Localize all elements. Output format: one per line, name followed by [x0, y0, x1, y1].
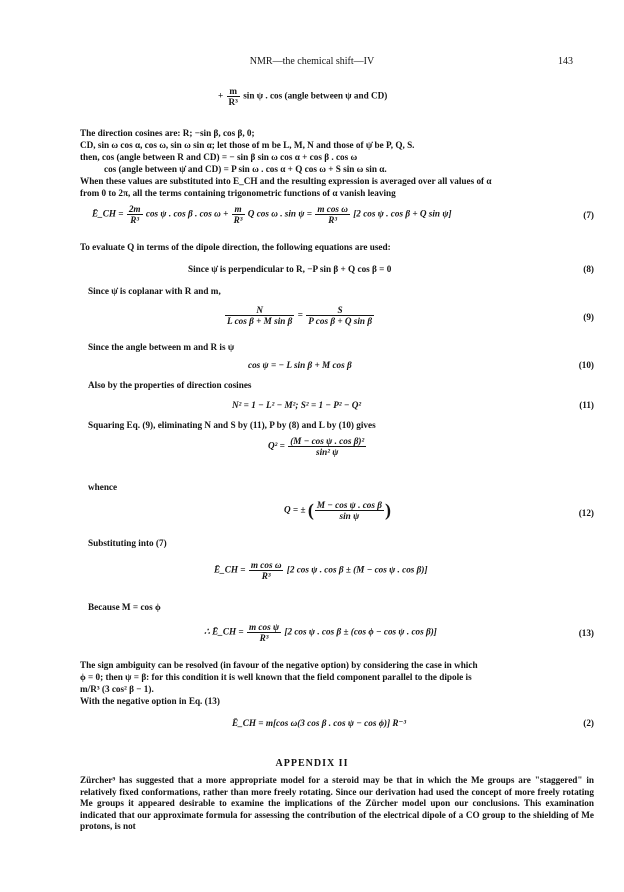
equation-number: (10) — [578, 360, 594, 370]
equation-13: ∴ Ē_CH = $\frac{\text{m cos ψ}}{\text{R³}}$ [2 cos ψ . cos β ± (cos ϕ − cos ψ . cos β)] — [204, 622, 437, 643]
continued-term — [218, 86, 387, 107]
equation-number: (12) — [578, 508, 594, 518]
text-line: Since the angle between m and R is ψ — [88, 342, 235, 352]
equation-number: (11) — [579, 400, 594, 410]
equation-2: Ē_CH = m[cos ω(3 cos β . cos ψ − cos ϕ)] R⁻³ — [232, 718, 407, 728]
text-line: Because M = cos ϕ — [88, 602, 161, 612]
plus-sign: + — [218, 90, 224, 101]
equation-substituted: Ē_CH = $\frac{\text{m cos ω}}{\text{R³}}$ [2 cos ψ . cos β ± (M − cos ψ . cos β)] — [214, 560, 428, 581]
text-line: Squaring Eq. (9), eliminating N and S by (11), P by (8) and L by (10) gives — [88, 420, 376, 430]
equation-number: (7) — [583, 210, 594, 220]
text-line: The direction cosines are: R; −sin β, cos β, 0; — [80, 128, 255, 138]
equation-11: N² = 1 − L² − M²; S² = 1 − P² − Q² — [232, 400, 362, 410]
text-line: The sign ambiguity can be resolved (in favour of the negative option) by considering the case in which — [80, 660, 478, 670]
equation-number: (9) — [583, 312, 594, 322]
left-paren: ( — [307, 500, 314, 520]
text-line: whence — [88, 482, 118, 492]
text-line: When these values are substituted into E_CH and the resulting expression is averaged over all values of α — [80, 176, 492, 186]
text-line: To evaluate Q in terms of the dipole direction, the following equations are used: — [80, 242, 391, 252]
text-line: from 0 to 2π, all the terms containing trigonometric functions of α vanish leaving — [80, 188, 396, 198]
equation-number: (13) — [578, 628, 594, 638]
fraction-m-over-r3: $\frac{m}{\text{R³}}$ — [228, 86, 238, 107]
equation-q-squared: Q² = $\frac{\text{(M − cos ψ . cos β)²}}{\text{sin² ψ}}$ — [268, 436, 365, 457]
text-line: Also by the properties of direction cosines — [88, 380, 252, 390]
equation-12: Q = ± ( $\frac{\text{M − cos ψ . cos β}}{\text{sin ψ}}$ ) — [284, 500, 391, 521]
text-line: Substituting into (7) — [88, 538, 167, 548]
text-line: cos (angle between ψ̇ and CD) = P sin ω . cos α + Q cos ω + S sin ω sin α. — [104, 164, 387, 174]
right-paren: ) — [384, 500, 391, 520]
running-header: NMR—the chemical shift—IV — [249, 56, 375, 67]
appendix-paragraph: Zürcher⁹ has suggested that a more appropriate model for a steroid may be that in which the Me groups are "staggered" in relatively fixed conformations, rather than more freely rotating. Since our derivation had used the concept of more freely rotating Me groups it appeared desirable to examine the implications of the Zürcher model upon our conclusions. This examination indicated that our approximate formula for assessing the contribution of the electrical dipole of a CO group to the shielding of Me protons, is not — [80, 775, 594, 832]
equation-9: $\frac{N}{\text{L cos β + M sin β}}$ = $\frac{S}{\text{P cos β + Q sin β}}$ — [227, 305, 373, 326]
equation-7: Ē_CH = $\frac{2m}{\text{R³}}$ cos ψ . cos β . cos ω + $\frac{m}{\text{R³}}$ Q cos ω . sin ψ = $\frac{\text{m cos ω}}{\text{R³}}$ [2 cos ψ . cos β + Q sin ψ] — [92, 204, 452, 225]
text-line: CD, sin ω cos α, cos ω, sin ω sin α; let those of m be L, M, N and those of ψ̇ be P, Q, S. — [80, 140, 415, 150]
equation-number: (8) — [583, 264, 594, 274]
equation-8: Since ψ̇ is perpendicular to R, −P sin β + Q cos β = 0 — [188, 264, 392, 274]
text-line: Since ψ̇ is coplanar with R and m, — [88, 286, 221, 296]
text-line: then, cos (angle between R and CD) = − sin β sin ω cos α + cos β . cos ω — [80, 152, 358, 162]
equation-number: (2) — [583, 718, 594, 728]
text-line: ϕ = 0; then ψ = β: for this condition it is well known that the field component parallel to the dipole is — [80, 672, 472, 682]
text-line: With the negative option in Eq. (13) — [80, 696, 220, 706]
equation-10: cos ψ = − L sin β + M cos β — [248, 360, 352, 370]
appendix-heading: APPENDIX II — [275, 758, 349, 769]
page-number: 143 — [558, 56, 573, 67]
text-line: m/R³ (3 cos² β − 1). — [80, 684, 154, 694]
continued-term-text: sin ψ . cos (angle between ψ and CD) — [243, 90, 388, 101]
